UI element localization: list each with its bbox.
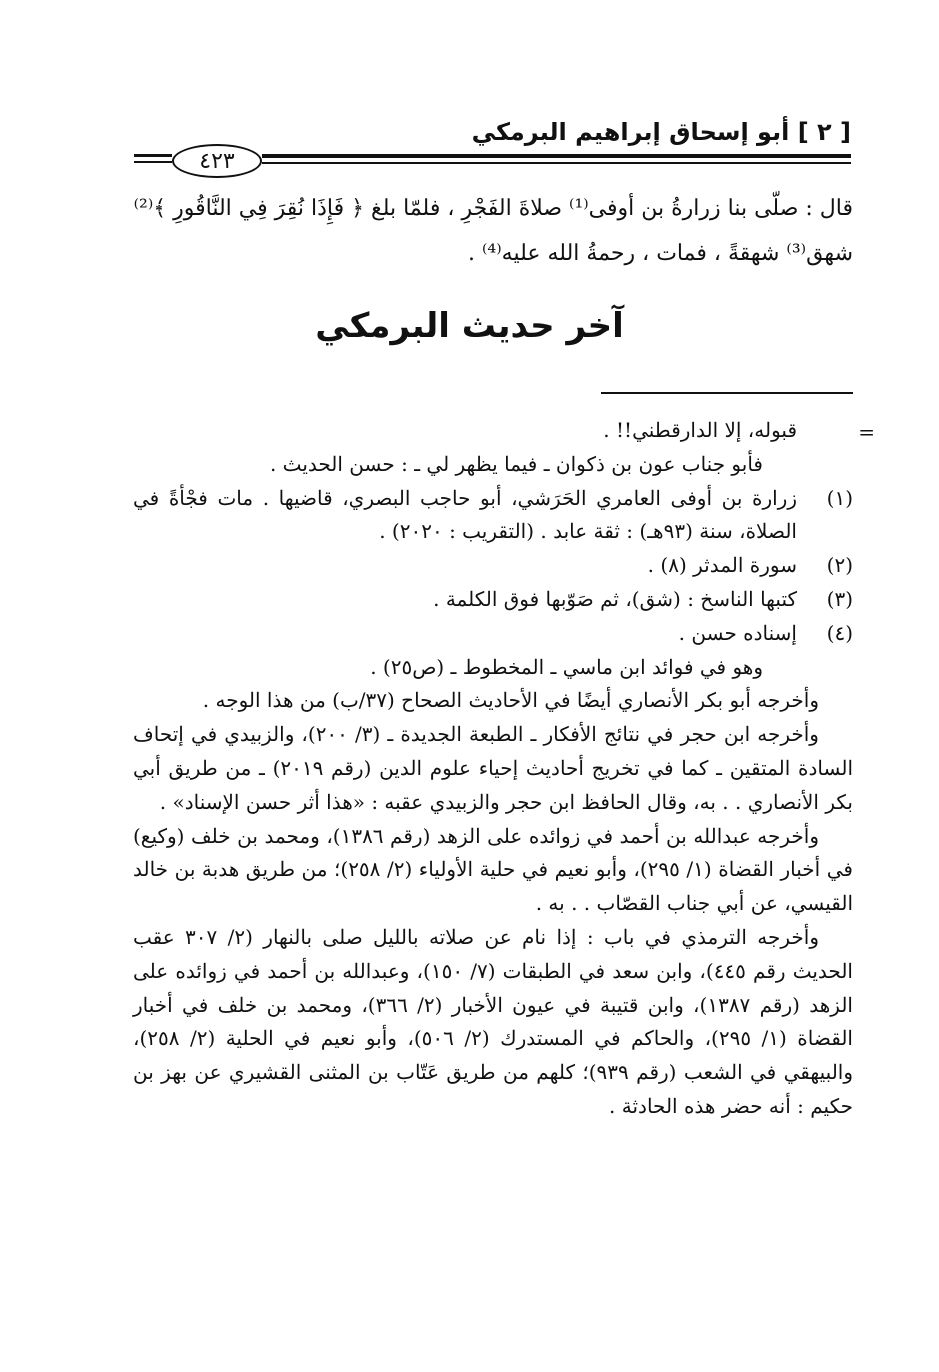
header-rule-thick [262, 154, 851, 158]
main-line-1: قال : صلّى بنا زرارةُ بن أوفى⁽¹⁾ صلاةَ الفَجْرِ ، فلمّا بلغ ﴿ فَإِذَا نُقِرَ فِي النَّاقُورِ ﴾⁽²⁾ [133, 196, 853, 221]
footnote-4 [133, 617, 853, 651]
footnote-separator [601, 392, 853, 394]
footnote-4-paragraph-3: وأخرجه ابن حجر في نتائج الأفكار ـ الطبعة الجديدة ـ (٣/ ٢٠٠)، والزبيدي في إتحاف السادة المتقين ـ كما في تخريج أحاديث إحياء علوم الدين (رقم ٢٠١٩) ـ من طريق أبي بكر الأنصاري . . به، وقال الحافظ ابن حجر والزبيدي عقبه : «هذا أثر حسن الإسناد» . [133, 722, 853, 814]
footnote-4-paragraph-1: وهو في فوائد ابن ماسي ـ المخطوط ـ (ص٢٥) . [370, 654, 763, 679]
footnote-1-text: زرارة بن أوفى العامري الحَرَشي، أبو حاجب البصري، قاضيها . مات فجْأةً في الصلاة، سنة (٩٣هـ) : ثقة عابد . (التقريب : ٢٠٢٠) . [133, 485, 797, 544]
main-line-2: شهق⁽³⁾ شهقةً ، فمات ، رحمةُ الله عليه⁽⁴⁾ . [468, 241, 853, 266]
footnotes [133, 414, 853, 1124]
header-rule-thin [262, 162, 851, 164]
footnote-2-text: سورة المدثر (٨) . [647, 553, 797, 578]
footnote-3-number: (٣) [826, 586, 853, 611]
footnote-4-text: إسناده حسن . [678, 620, 797, 645]
footnote-continuation-1: قبوله، إلا الدارقطني!! . [603, 418, 797, 442]
footnote-4-paragraph-5: وأخرجه الترمذي في باب : إذا نام عن صلاته بالليل صلى بالنهار (٢/ ٣٠٧ عقب الحديث رقم ٤٤٥)، وابن سعد في الطبقات (٧/ ١٥٠)، وعبدالله بن أحمد في زوائده على الزهد (رقم ١٣٨٧)، وابن قتيبة في عيون الأخبار (٢/ ٣٦٦)، ومحمد بن خلف في أخبار القضاة (١/ ٢٩٥)، والحاكم في المستدرك (٢/ ٥٠٦)، وأبو نعيم في الحلية (٢/ ٢٥٨)، والبيهقي في الشعب (رقم ٩٣٩)؛ كلهم من طريق عَتّاب بن المثنى القشيري عن بهز بن حكيم : أنه حضر هذه الحادثة . [133, 924, 853, 1118]
header-rule-left-upper [134, 154, 172, 157]
page-number: ٤٢٣ [199, 148, 235, 174]
footnote-3-text: كتبها الناسخ : (شق)، ثم صَوّبها فوق الكلمة . [433, 586, 797, 611]
footnote-4-paragraph-2: وأخرجه أبو بكر الأنصاري أيضًا في الأحاديث الصحاح (٣٧/ب) من هذا الوجه . [202, 688, 819, 713]
footnote-1 [133, 482, 853, 550]
main-text [133, 186, 853, 276]
footnote-continuation-2: فأبو جناب عون بن ذكوان ـ فيما يظهر لي ـ : حسن الحديث . [269, 451, 763, 476]
footnote-1-number: (١) [826, 485, 853, 510]
footnote-4-number: (٤) [826, 620, 853, 645]
header-rule-left-lower [134, 161, 172, 163]
footnote-3 [133, 583, 853, 617]
footnote-2 [133, 549, 853, 583]
running-title: [ ٢ ] أبو إسحاق إبراهيم البرمكي [471, 118, 851, 146]
footnote-4-paragraph-4: وأخرجه عبدالله بن أحمد في زوائده على الزهد (رقم ١٣٨٦)، ومحمد بن خلف (وكيع) في أخبار القضاة (١/ ٢٩٥)، وأبو نعيم في حلية الأولياء (٢/ ٢٥٨)؛ من طريق هدبة بن خالد القيسي، عن أبي جناب القصّاب . . به . [133, 823, 853, 916]
page-number-badge [172, 144, 262, 178]
continuation-mark: = [858, 420, 875, 444]
footnote-2-number: (٢) [826, 553, 853, 578]
section-heading: آخر حديث البرمكي [315, 306, 624, 346]
